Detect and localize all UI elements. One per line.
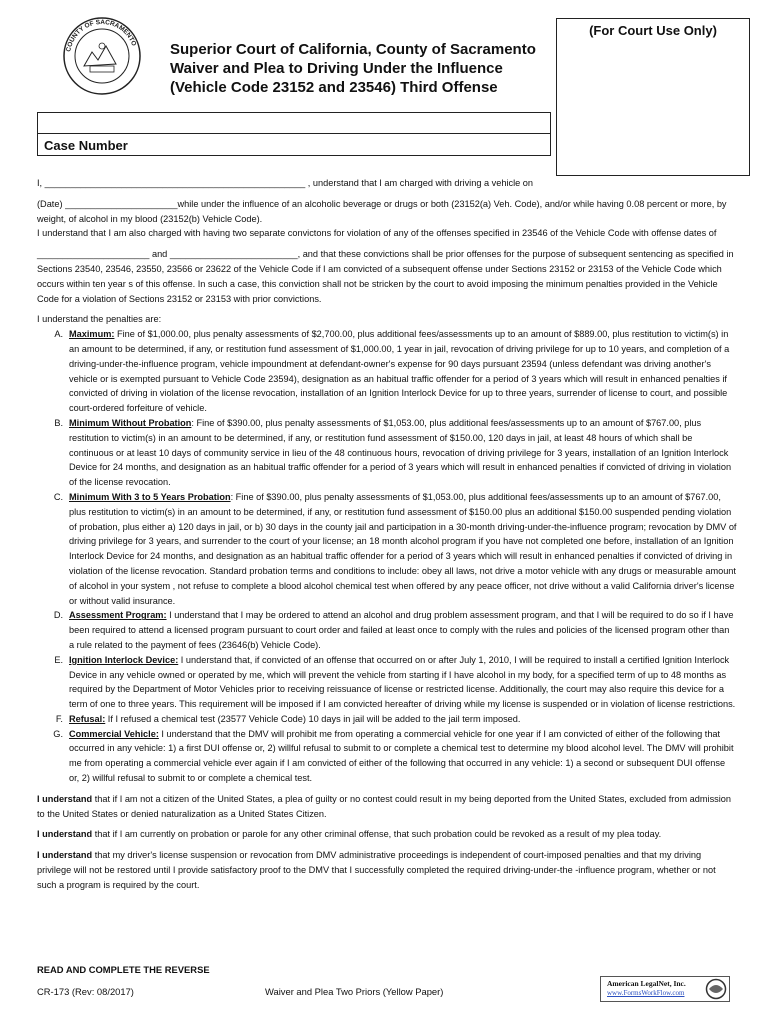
title-court: Superior Court of California, County of Sacramento — [170, 41, 536, 58]
penalty-item-f — [37, 712, 737, 727]
defendant-name-line[interactable]: I, ___________________________________________________ , understand that I am charged with driving a vehicle on — [37, 178, 534, 188]
form-title — [170, 40, 536, 97]
item-text: I understand that the DMV will prohibit me from operating a commercial vehicle for one year if I am convicted of either of the following that occurred in any vehicle: 1) a first DUI offense or, 2) willful refusal to submit to or complete a chemical test to determine my blood alcohol level. The DMV will prohibit me from operating a commercial vehicle ever again if I am convicted of either of the following that occurred in any vehicle: 1) a second or subsequent DUI offense or, 2) willful refusal to submit to or complete a chemical test. — [69, 728, 734, 784]
penalties-intro: I understand the penalties are: — [37, 314, 162, 325]
item-heading: Commercial Vehicle: — [69, 728, 159, 739]
statement-text: that if I am currently on probation or parole for any other criminal offense, that such probation could be revoked as a result of my plea today. — [92, 829, 662, 840]
prior-convictions-text: I understand that I am also charged with having two separate convictons for violation of any of the offenses specified in 23546 of the Vehicle Code with offense dates of — [37, 228, 717, 239]
item-letter: C. — [53, 491, 63, 502]
logo-url[interactable]: www.FormsWorkFlow.com — [607, 989, 685, 997]
prior-dates-line[interactable]: ______________________ and _________________________, and that these convictions shall be prior offenses for the purpose of subsequent sentencing as specified in Sections 23540, 23546, 23550, 23566 or 23622 of the Vehicle Code if I am convicted of a subsequent offense under Sections 23152 or 23153 of the Vehicle Code which occurs within ten year s of this offense. In such a case, this conviction shall not be stricken by the court to avoid imposing the minimum penalties provided in the Vehicle Code for a violation of Sections 23152 or 23153 with prior convictions. — [37, 249, 734, 304]
court-use-label: (For Court Use Only) — [589, 23, 717, 38]
item-text: Fine of $1,000.00, plus penalty assessments of $2,700.00, plus additional fees/assessments up to an amount of $889.00, plus restitution to victim(s) in an amount to be determined, if any, or restitution fund assessment of $1,000.00, 1 year in jail, revocation of driving privilege for up to 10 years, and completion of a driving-under-the-influence program, vehicle impoundment at defendant-owner's expense for 90 days pursuant 23594 (unless defendant was driving another's vehicle or is exempted pursuant to Vehicle Code 23594), designation as an habitual traffic offender for a period of 3 years which will result in enhanced penalties if convicted of driving in violation of the license revocation, installation of an Ignition Interlock Device for up to three years, surrender of license to court, and possible court-ordered forfeiture of vehicle. — [69, 329, 730, 414]
item-text: : Fine of $390.00, plus penalty assessments of $1,053.00, plus additional fees/assessments up to an amount of $767.00, plus restitution to victim(s) in an amount to be determined, if any, or restitution fund assessment of $150.00 plus an additional $150.00 suspended pending violation of probation, plus either a) 120 days in jail, or b) 30 days in the county jail and participation in a 30-month driving-under-the-influence program; revocation by DMV of driving privilege for 3 years, and surrender to the court of your license; an 18 month alcohol program if you have not completed one before, installation of an Ignition Interlock Device for 24 months, and designation as an habitual traffic offender for a period of 3 years which will result in enhanced penalties if convicted of driving in violation of the license revocation. Standard probation terms and conditions to include: obey all laws, not drive a motor vehicle with any drugs or measurable amount of alcohol in your system , not refuse to complete a blood alcohol chemical test when offered by any peace officer, not drive without a valid California driver's license or without valid insurance. — [69, 491, 737, 606]
form-body — [37, 176, 737, 893]
statement-text: that if I am not a citizen of the United States, a plea of guilty or no contest could result in my being deported from the United States, excluded from admission to the United States or denied naturalization as a United States Citizen. — [37, 793, 732, 819]
item-letter: B. — [54, 417, 63, 428]
statement-lead: I understand — [37, 793, 93, 804]
item-letter: E. — [54, 654, 63, 665]
form-number: CR-173 (Rev: 08/2017) — [37, 986, 134, 997]
item-text: If I refused a chemical test (23577 Vehicle Code) 10 days in jail will be added to the jail term imposed. — [105, 713, 521, 724]
penalty-item-b — [37, 416, 737, 490]
statement-lead: I understand — [37, 850, 93, 861]
item-text: I understand that, if convicted of an offense that occurred on or after July 1, 2010, I will be required to install a certified Ignition Interlock Device in any vehicle owned or operated by me, which will prevent the vehicle from starting if I have alcohol in my body, for a specified term of up to 48 months as required by the Department of Motor Vehicles prior to receiving reissuance of license or restricted license. Additionally, the court may also require this device for a term of one to three years. This requirement will be imposed if I am convicted hereafter of driving while my license is suspended or in violation of license restrictions. — [69, 654, 736, 710]
statement-lead: I understand — [37, 829, 93, 840]
court-use-box — [556, 18, 750, 176]
item-heading: Assessment Program: — [69, 610, 167, 621]
item-heading: Minimum Without Probation — [69, 417, 192, 428]
date-line[interactable]: (Date) ______________________while under the influence of an alcoholic beverage or drugs or both (23152(a) Veh. Code), and/or while having 0.08 percent or more, by weight, of alcohol in my blood (23152(b) Vehicle Code). — [37, 198, 727, 224]
citizenship-statement — [37, 792, 737, 822]
globe-icon — [705, 978, 727, 1000]
penalty-item-a — [37, 327, 737, 416]
county-seal — [62, 16, 142, 96]
dmv-statement — [37, 848, 737, 892]
probation-statement — [37, 827, 737, 842]
title-code: (Vehicle Code 23152 and 23546) Third Offense — [170, 79, 498, 96]
case-number-divider — [38, 133, 550, 134]
legalnet-logo[interactable] — [600, 976, 730, 1002]
item-heading: Refusal: — [69, 713, 106, 724]
read-reverse-notice: READ AND COMPLETE THE REVERSE — [37, 964, 210, 975]
seal-text: COUNTY OF SACRAMENTO — [65, 18, 138, 53]
penalty-item-c — [37, 490, 737, 608]
penalty-item-g — [37, 727, 737, 786]
title-waiver: Waiver and Plea to Driving Under the Influence — [170, 60, 503, 77]
item-heading: Ignition Interlock Device: — [69, 654, 179, 665]
case-number-box[interactable] — [37, 112, 551, 156]
form-subtitle: Waiver and Plea Two Priors (Yellow Paper) — [265, 986, 444, 997]
item-letter: A. — [54, 329, 63, 340]
penalty-item-d — [37, 608, 737, 652]
logo-company: American LegalNet, Inc. — [607, 979, 686, 988]
item-text: I understand that I may be ordered to attend an alcohol and drug problem assessment program, and that I will be required to do so if I have been required to attend a licensed program pursuant to court order and failed at least once to comply with the rules and policies of the licensed program other than a rule related to the payment of fees (23646(b) Vehicle Code). — [69, 610, 734, 650]
item-letter: D. — [53, 610, 63, 621]
item-letter: G. — [53, 728, 63, 739]
case-number-label: Case Number — [44, 138, 128, 153]
penalty-item-e — [37, 653, 737, 712]
item-text: : Fine of $390.00, plus penalty assessments of $1,053.00, plus additional fees/assessments up to an amount of $767.00, plus restitution to victim(s) in an amount to be determined, if any, or restitution fund assessment of $150.00, 120 days in jail, at least 48 hours of which shall be continuous or at least 10 days of community service in lieu of the 48 continuous hours, revocation of driving privilege for 3 years, installation of an Ignition Interlock Device for 24 months, and designation as an habitual traffic offender for a period of 3 years which will result in enhanced penalties if convicted of driving in violation of the license revocation. — [69, 417, 732, 488]
statement-text: that my driver's license suspension or revocation from DMV administrative proceedings is independent of court-imposed penalties and that my driving privilege will not be restored until I provide satisfactory proof to the DMV that I successfully completed the required driving-under-the -influence program, whether or not such a program is required by the court. — [37, 850, 716, 890]
item-letter: F. — [55, 713, 63, 724]
item-heading: Minimum With 3 to 5 Years Probation — [69, 491, 231, 502]
item-heading: Maximum: — [69, 329, 115, 340]
